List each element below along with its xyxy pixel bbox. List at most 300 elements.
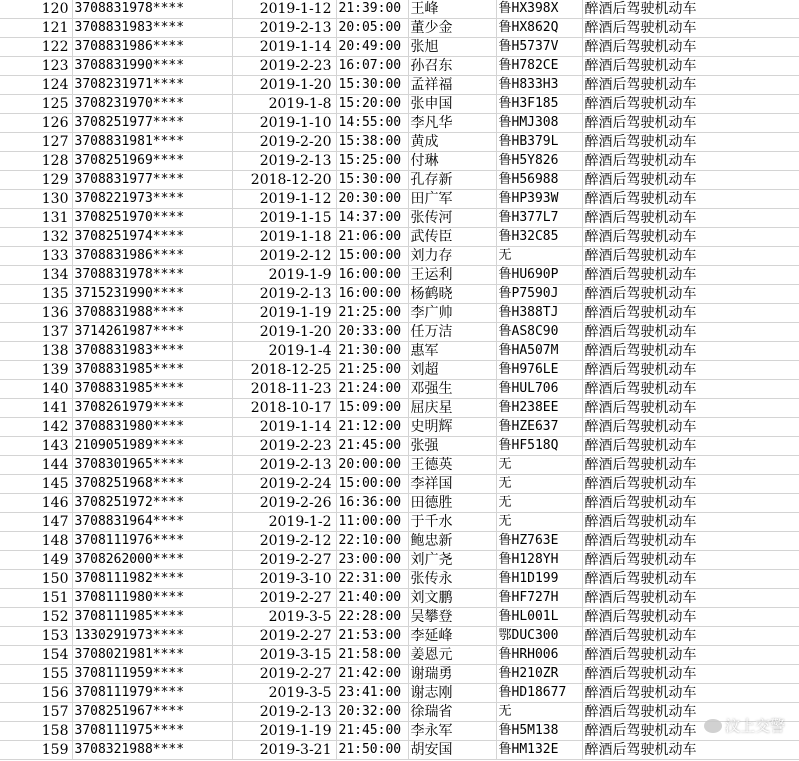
- plate-cell: 鲁H128YH: [496, 551, 582, 570]
- name-cell: 任万洁: [408, 323, 496, 342]
- plate-cell: 鲁H238EE: [496, 399, 582, 418]
- date-cell: 2019-3-5: [232, 684, 336, 703]
- id-number-cell: 3715231990****: [72, 285, 232, 304]
- table-row: [0, 361, 799, 380]
- plate-cell: 鲁HM132E: [496, 741, 582, 760]
- row-number-cell: 149: [0, 551, 72, 570]
- time-cell: 21:39:00: [336, 0, 408, 19]
- date-cell: 2019-2-12: [232, 532, 336, 551]
- date-cell: 2018-12-20: [232, 171, 336, 190]
- id-number-cell: 3708251967****: [72, 703, 232, 722]
- offense-cell: 醉酒后驾驶机动车: [582, 437, 799, 456]
- date-cell: 2019-2-27: [232, 551, 336, 570]
- date-cell: 2019-2-27: [232, 627, 336, 646]
- plate-cell: 鲁HX398X: [496, 0, 582, 19]
- date-cell: 2019-1-20: [232, 76, 336, 95]
- offense-cell: 醉酒后驾驶机动车: [582, 608, 799, 627]
- offense-cell: 醉酒后驾驶机动车: [582, 494, 799, 513]
- table-row: [0, 627, 799, 646]
- name-cell: 李凡华: [408, 114, 496, 133]
- time-cell: 21:58:00: [336, 646, 408, 665]
- plate-cell: 鲁H56988: [496, 171, 582, 190]
- plate-cell: 鲁HX862Q: [496, 19, 582, 38]
- wechat-icon: [704, 719, 722, 733]
- id-number-cell: 3708831980****: [72, 418, 232, 437]
- row-number-cell: 150: [0, 570, 72, 589]
- id-number-cell: 3708831978****: [72, 266, 232, 285]
- table-row: [0, 703, 799, 722]
- time-cell: 21:24:00: [336, 380, 408, 399]
- table-row: [0, 0, 799, 19]
- time-cell: 15:38:00: [336, 133, 408, 152]
- plate-cell: 无: [496, 475, 582, 494]
- offense-cell: 醉酒后驾驶机动车: [582, 228, 799, 247]
- date-cell: 2019-1-4: [232, 342, 336, 361]
- plate-cell: 鲁H5M138: [496, 722, 582, 741]
- plate-cell: 鲁HD18677: [496, 684, 582, 703]
- date-cell: 2019-2-13: [232, 456, 336, 475]
- date-cell: 2019-2-13: [232, 703, 336, 722]
- plate-cell: 鲁HB379L: [496, 133, 582, 152]
- date-cell: 2019-2-23: [232, 57, 336, 76]
- date-cell: 2018-10-17: [232, 399, 336, 418]
- date-cell: 2019-1-9: [232, 266, 336, 285]
- id-number-cell: 3708111985****: [72, 608, 232, 627]
- plate-cell: 鲁H3F185: [496, 95, 582, 114]
- row-number-cell: 132: [0, 228, 72, 247]
- date-cell: 2019-1-14: [232, 418, 336, 437]
- table-row: [0, 589, 799, 608]
- time-cell: 21:53:00: [336, 627, 408, 646]
- offense-cell: 醉酒后驾驶机动车: [582, 19, 799, 38]
- time-cell: 15:30:00: [336, 76, 408, 95]
- table-row: [0, 342, 799, 361]
- time-cell: 20:05:00: [336, 19, 408, 38]
- time-cell: 22:28:00: [336, 608, 408, 627]
- date-cell: 2019-1-19: [232, 304, 336, 323]
- plate-cell: 鲁H388TJ: [496, 304, 582, 323]
- id-number-cell: 3708831983****: [72, 342, 232, 361]
- table-row: [0, 285, 799, 304]
- offense-cell: 醉酒后驾驶机动车: [582, 95, 799, 114]
- date-cell: 2019-1-15: [232, 209, 336, 228]
- offense-cell: 醉酒后驾驶机动车: [582, 133, 799, 152]
- id-number-cell: 3708262000****: [72, 551, 232, 570]
- name-cell: 王德英: [408, 456, 496, 475]
- date-cell: 2019-2-27: [232, 589, 336, 608]
- id-number-cell: 3708831985****: [72, 380, 232, 399]
- row-number-cell: 123: [0, 57, 72, 76]
- row-number-cell: 157: [0, 703, 72, 722]
- row-number-cell: 124: [0, 76, 72, 95]
- name-cell: 李永军: [408, 722, 496, 741]
- id-number-cell: 3708831981****: [72, 133, 232, 152]
- name-cell: 吴攀登: [408, 608, 496, 627]
- id-number-cell: 3708111975****: [72, 722, 232, 741]
- table-row: [0, 171, 799, 190]
- time-cell: 21:50:00: [336, 741, 408, 760]
- name-cell: 张申国: [408, 95, 496, 114]
- date-cell: 2019-1-12: [232, 190, 336, 209]
- offense-cell: 醉酒后驾驶机动车: [582, 722, 799, 741]
- name-cell: 刘力存: [408, 247, 496, 266]
- table-row: [0, 456, 799, 475]
- row-number-cell: 128: [0, 152, 72, 171]
- name-cell: 付琳: [408, 152, 496, 171]
- name-cell: 胡安国: [408, 741, 496, 760]
- row-number-cell: 127: [0, 133, 72, 152]
- offense-cell: 醉酒后驾驶机动车: [582, 513, 799, 532]
- time-cell: 22:31:00: [336, 570, 408, 589]
- date-cell: 2018-12-25: [232, 361, 336, 380]
- offense-cell: 醉酒后驾驶机动车: [582, 627, 799, 646]
- date-cell: 2019-2-24: [232, 475, 336, 494]
- plate-cell: 鲁H833H3: [496, 76, 582, 95]
- date-cell: 2019-3-21: [232, 741, 336, 760]
- date-cell: 2019-1-12: [232, 0, 336, 19]
- time-cell: 15:25:00: [336, 152, 408, 171]
- plate-cell: 鲁HRH006: [496, 646, 582, 665]
- offense-cell: 醉酒后驾驶机动车: [582, 171, 799, 190]
- plate-cell: 鲁H5Y826: [496, 152, 582, 171]
- name-cell: 史明辉: [408, 418, 496, 437]
- offense-cell: 醉酒后驾驶机动车: [582, 247, 799, 266]
- plate-cell: 鲁HZ763E: [496, 532, 582, 551]
- table-row: [0, 475, 799, 494]
- name-cell: 屈庆星: [408, 399, 496, 418]
- table-row: [0, 247, 799, 266]
- plate-cell: 鄂DUC300: [496, 627, 582, 646]
- table-row: [0, 665, 799, 684]
- table-row: [0, 494, 799, 513]
- plate-cell: 鲁HL001L: [496, 608, 582, 627]
- row-number-cell: 129: [0, 171, 72, 190]
- name-cell: 张旭: [408, 38, 496, 57]
- plate-cell: 鲁H377L7: [496, 209, 582, 228]
- offense-cell: 醉酒后驾驶机动车: [582, 665, 799, 684]
- id-number-cell: 3708251974****: [72, 228, 232, 247]
- id-number-cell: 3708251977****: [72, 114, 232, 133]
- row-number-cell: 148: [0, 532, 72, 551]
- id-number-cell: 3708831977****: [72, 171, 232, 190]
- plate-cell: 无: [496, 247, 582, 266]
- plate-cell: 鲁HMJ308: [496, 114, 582, 133]
- offense-cell: 醉酒后驾驶机动车: [582, 741, 799, 760]
- time-cell: 15:30:00: [336, 171, 408, 190]
- time-cell: 21:45:00: [336, 437, 408, 456]
- name-cell: 刘文鹏: [408, 589, 496, 608]
- date-cell: 2019-1-8: [232, 95, 336, 114]
- row-number-cell: 120: [0, 0, 72, 19]
- name-cell: 王运利: [408, 266, 496, 285]
- row-number-cell: 152: [0, 608, 72, 627]
- id-number-cell: 3708831986****: [72, 38, 232, 57]
- row-number-cell: 142: [0, 418, 72, 437]
- name-cell: 黄成: [408, 133, 496, 152]
- date-cell: 2019-1-10: [232, 114, 336, 133]
- offense-cell: 醉酒后驾驶机动车: [582, 646, 799, 665]
- plate-cell: 鲁H782CE: [496, 57, 582, 76]
- id-number-cell: 3714261987****: [72, 323, 232, 342]
- table-row: [0, 38, 799, 57]
- name-cell: 田广军: [408, 190, 496, 209]
- id-number-cell: 3708321988****: [72, 741, 232, 760]
- time-cell: 21:42:00: [336, 665, 408, 684]
- plate-cell: 鲁H210ZR: [496, 665, 582, 684]
- id-number-cell: 3708111976****: [72, 532, 232, 551]
- row-number-cell: 139: [0, 361, 72, 380]
- table-row: [0, 741, 799, 760]
- table-row: [0, 418, 799, 437]
- name-cell: 邓强生: [408, 380, 496, 399]
- row-number-cell: 145: [0, 475, 72, 494]
- table-row: [0, 95, 799, 114]
- date-cell: 2019-1-2: [232, 513, 336, 532]
- date-cell: 2018-11-23: [232, 380, 336, 399]
- name-cell: 孟祥福: [408, 76, 496, 95]
- table-row: [0, 228, 799, 247]
- offense-cell: 醉酒后驾驶机动车: [582, 361, 799, 380]
- table-row: [0, 684, 799, 703]
- table-row: [0, 133, 799, 152]
- plate-cell: 鲁H5737V: [496, 38, 582, 57]
- offense-cell: 醉酒后驾驶机动车: [582, 684, 799, 703]
- offense-cell: 醉酒后驾驶机动车: [582, 551, 799, 570]
- time-cell: 15:00:00: [336, 247, 408, 266]
- table-row: [0, 380, 799, 399]
- table-row: [0, 570, 799, 589]
- date-cell: 2019-2-13: [232, 152, 336, 171]
- table-row: [0, 19, 799, 38]
- name-cell: 李祥国: [408, 475, 496, 494]
- time-cell: 16:00:00: [336, 266, 408, 285]
- row-number-cell: 122: [0, 38, 72, 57]
- id-number-cell: 2109051989****: [72, 437, 232, 456]
- table-row: [0, 304, 799, 323]
- plate-cell: 鲁HF518Q: [496, 437, 582, 456]
- table-row: [0, 608, 799, 627]
- offense-cell: 醉酒后驾驶机动车: [582, 0, 799, 19]
- plate-cell: 鲁HA507M: [496, 342, 582, 361]
- row-number-cell: 137: [0, 323, 72, 342]
- date-cell: 2019-2-27: [232, 665, 336, 684]
- offense-cell: 醉酒后驾驶机动车: [582, 304, 799, 323]
- time-cell: 23:41:00: [336, 684, 408, 703]
- offense-cell: 醉酒后驾驶机动车: [582, 266, 799, 285]
- name-cell: 谢志刚: [408, 684, 496, 703]
- id-number-cell: 3708831985****: [72, 361, 232, 380]
- id-number-cell: 3708231970****: [72, 95, 232, 114]
- row-number-cell: 155: [0, 665, 72, 684]
- watermark-text: 汶上交警: [724, 717, 785, 735]
- id-number-cell: 1330291973****: [72, 627, 232, 646]
- id-number-cell: 3708111982****: [72, 570, 232, 589]
- date-cell: 2019-2-13: [232, 285, 336, 304]
- id-number-cell: 3708831986****: [72, 247, 232, 266]
- id-number-cell: 3708111980****: [72, 589, 232, 608]
- table-row: [0, 551, 799, 570]
- offense-cell: 醉酒后驾驶机动车: [582, 399, 799, 418]
- date-cell: 2019-3-5: [232, 608, 336, 627]
- row-number-cell: 154: [0, 646, 72, 665]
- id-number-cell: 3708251972****: [72, 494, 232, 513]
- time-cell: 15:00:00: [336, 475, 408, 494]
- offense-cell: 醉酒后驾驶机动车: [582, 380, 799, 399]
- time-cell: 16:36:00: [336, 494, 408, 513]
- date-cell: 2019-2-13: [232, 19, 336, 38]
- id-number-cell: 3708831978****: [72, 0, 232, 19]
- table-row: [0, 513, 799, 532]
- id-number-cell: 3708111979****: [72, 684, 232, 703]
- table-row: [0, 190, 799, 209]
- name-cell: 刘广尧: [408, 551, 496, 570]
- table-row: [0, 266, 799, 285]
- time-cell: 11:00:00: [336, 513, 408, 532]
- row-number-cell: 144: [0, 456, 72, 475]
- name-cell: 姜恩元: [408, 646, 496, 665]
- offense-cell: 醉酒后驾驶机动车: [582, 114, 799, 133]
- table-row: [0, 323, 799, 342]
- name-cell: 武传臣: [408, 228, 496, 247]
- plate-cell: 无: [496, 703, 582, 722]
- time-cell: 21:45:00: [336, 722, 408, 741]
- row-number-cell: 131: [0, 209, 72, 228]
- plate-cell: 无: [496, 456, 582, 475]
- time-cell: 14:55:00: [336, 114, 408, 133]
- plate-cell: 鲁P7590J: [496, 285, 582, 304]
- plate-cell: 鲁HP393W: [496, 190, 582, 209]
- row-number-cell: 126: [0, 114, 72, 133]
- name-cell: 张强: [408, 437, 496, 456]
- offense-cell: 醉酒后驾驶机动车: [582, 342, 799, 361]
- id-number-cell: 3708831990****: [72, 57, 232, 76]
- table-row: [0, 152, 799, 171]
- time-cell: 20:49:00: [336, 38, 408, 57]
- time-cell: 21:25:00: [336, 361, 408, 380]
- plate-cell: 鲁H1D199: [496, 570, 582, 589]
- name-cell: 李广帅: [408, 304, 496, 323]
- row-number-cell: 134: [0, 266, 72, 285]
- table-row: [0, 209, 799, 228]
- offense-cell: 醉酒后驾驶机动车: [582, 152, 799, 171]
- time-cell: 20:30:00: [336, 190, 408, 209]
- row-number-cell: 153: [0, 627, 72, 646]
- row-number-cell: 135: [0, 285, 72, 304]
- time-cell: 16:07:00: [336, 57, 408, 76]
- date-cell: 2019-2-26: [232, 494, 336, 513]
- table-row: [0, 722, 799, 741]
- offense-cell: 醉酒后驾驶机动车: [582, 456, 799, 475]
- time-cell: 21:40:00: [336, 589, 408, 608]
- plate-cell: 鲁AS8C90: [496, 323, 582, 342]
- plate-cell: 鲁HF727H: [496, 589, 582, 608]
- id-number-cell: 3708231971****: [72, 76, 232, 95]
- offense-cell: 醉酒后驾驶机动车: [582, 57, 799, 76]
- offense-cell: 醉酒后驾驶机动车: [582, 209, 799, 228]
- time-cell: 15:20:00: [336, 95, 408, 114]
- id-number-cell: 3708251969****: [72, 152, 232, 171]
- watermark: [704, 715, 785, 736]
- table-row: [0, 114, 799, 133]
- name-cell: 孙召东: [408, 57, 496, 76]
- name-cell: 田德胜: [408, 494, 496, 513]
- table-row: [0, 532, 799, 551]
- offense-cell: 醉酒后驾驶机动车: [582, 418, 799, 437]
- offense-cell: 醉酒后驾驶机动车: [582, 589, 799, 608]
- row-number-cell: 121: [0, 19, 72, 38]
- row-number-cell: 156: [0, 684, 72, 703]
- date-cell: 2019-1-19: [232, 722, 336, 741]
- id-number-cell: 3708831983****: [72, 19, 232, 38]
- id-number-cell: 3708831988****: [72, 304, 232, 323]
- row-number-cell: 151: [0, 589, 72, 608]
- time-cell: 23:00:00: [336, 551, 408, 570]
- row-number-cell: 136: [0, 304, 72, 323]
- id-number-cell: 3708221973****: [72, 190, 232, 209]
- offense-cell: 醉酒后驾驶机动车: [582, 475, 799, 494]
- plate-cell: 无: [496, 494, 582, 513]
- row-number-cell: 143: [0, 437, 72, 456]
- offense-cell: 醉酒后驾驶机动车: [582, 323, 799, 342]
- name-cell: 杨鹤晓: [408, 285, 496, 304]
- name-cell: 谢瑞勇: [408, 665, 496, 684]
- offense-cell: 醉酒后驾驶机动车: [582, 38, 799, 57]
- name-cell: 刘超: [408, 361, 496, 380]
- table-row: [0, 399, 799, 418]
- date-cell: 2019-2-23: [232, 437, 336, 456]
- offense-cell: 醉酒后驾驶机动车: [582, 532, 799, 551]
- time-cell: 21:06:00: [336, 228, 408, 247]
- time-cell: 20:00:00: [336, 456, 408, 475]
- time-cell: 15:09:00: [336, 399, 408, 418]
- id-number-cell: 3708021981****: [72, 646, 232, 665]
- row-number-cell: 125: [0, 95, 72, 114]
- row-number-cell: 141: [0, 399, 72, 418]
- date-cell: 2019-1-18: [232, 228, 336, 247]
- name-cell: 孔存新: [408, 171, 496, 190]
- date-cell: 2019-3-15: [232, 646, 336, 665]
- time-cell: 22:10:00: [336, 532, 408, 551]
- plate-cell: 鲁H976LE: [496, 361, 582, 380]
- name-cell: 惠军: [408, 342, 496, 361]
- time-cell: 21:25:00: [336, 304, 408, 323]
- offense-cell: 醉酒后驾驶机动车: [582, 703, 799, 722]
- table-row: [0, 57, 799, 76]
- table-row: [0, 76, 799, 95]
- plate-cell: 鲁HU690P: [496, 266, 582, 285]
- name-cell: 王峰: [408, 0, 496, 19]
- name-cell: 董少金: [408, 19, 496, 38]
- id-number-cell: 3708251968****: [72, 475, 232, 494]
- time-cell: 21:12:00: [336, 418, 408, 437]
- name-cell: 李延峰: [408, 627, 496, 646]
- row-number-cell: 140: [0, 380, 72, 399]
- id-number-cell: 3708251970****: [72, 209, 232, 228]
- date-cell: 2019-1-14: [232, 38, 336, 57]
- offense-cell: 醉酒后驾驶机动车: [582, 570, 799, 589]
- row-number-cell: 159: [0, 741, 72, 760]
- name-cell: 鲍忠新: [408, 532, 496, 551]
- id-number-cell: 3708301965****: [72, 456, 232, 475]
- row-number-cell: 138: [0, 342, 72, 361]
- row-number-cell: 146: [0, 494, 72, 513]
- row-number-cell: 130: [0, 190, 72, 209]
- row-number-cell: 158: [0, 722, 72, 741]
- plate-cell: 鲁HUL706: [496, 380, 582, 399]
- offense-cell: 醉酒后驾驶机动车: [582, 285, 799, 304]
- name-cell: 张传河: [408, 209, 496, 228]
- time-cell: 20:32:00: [336, 703, 408, 722]
